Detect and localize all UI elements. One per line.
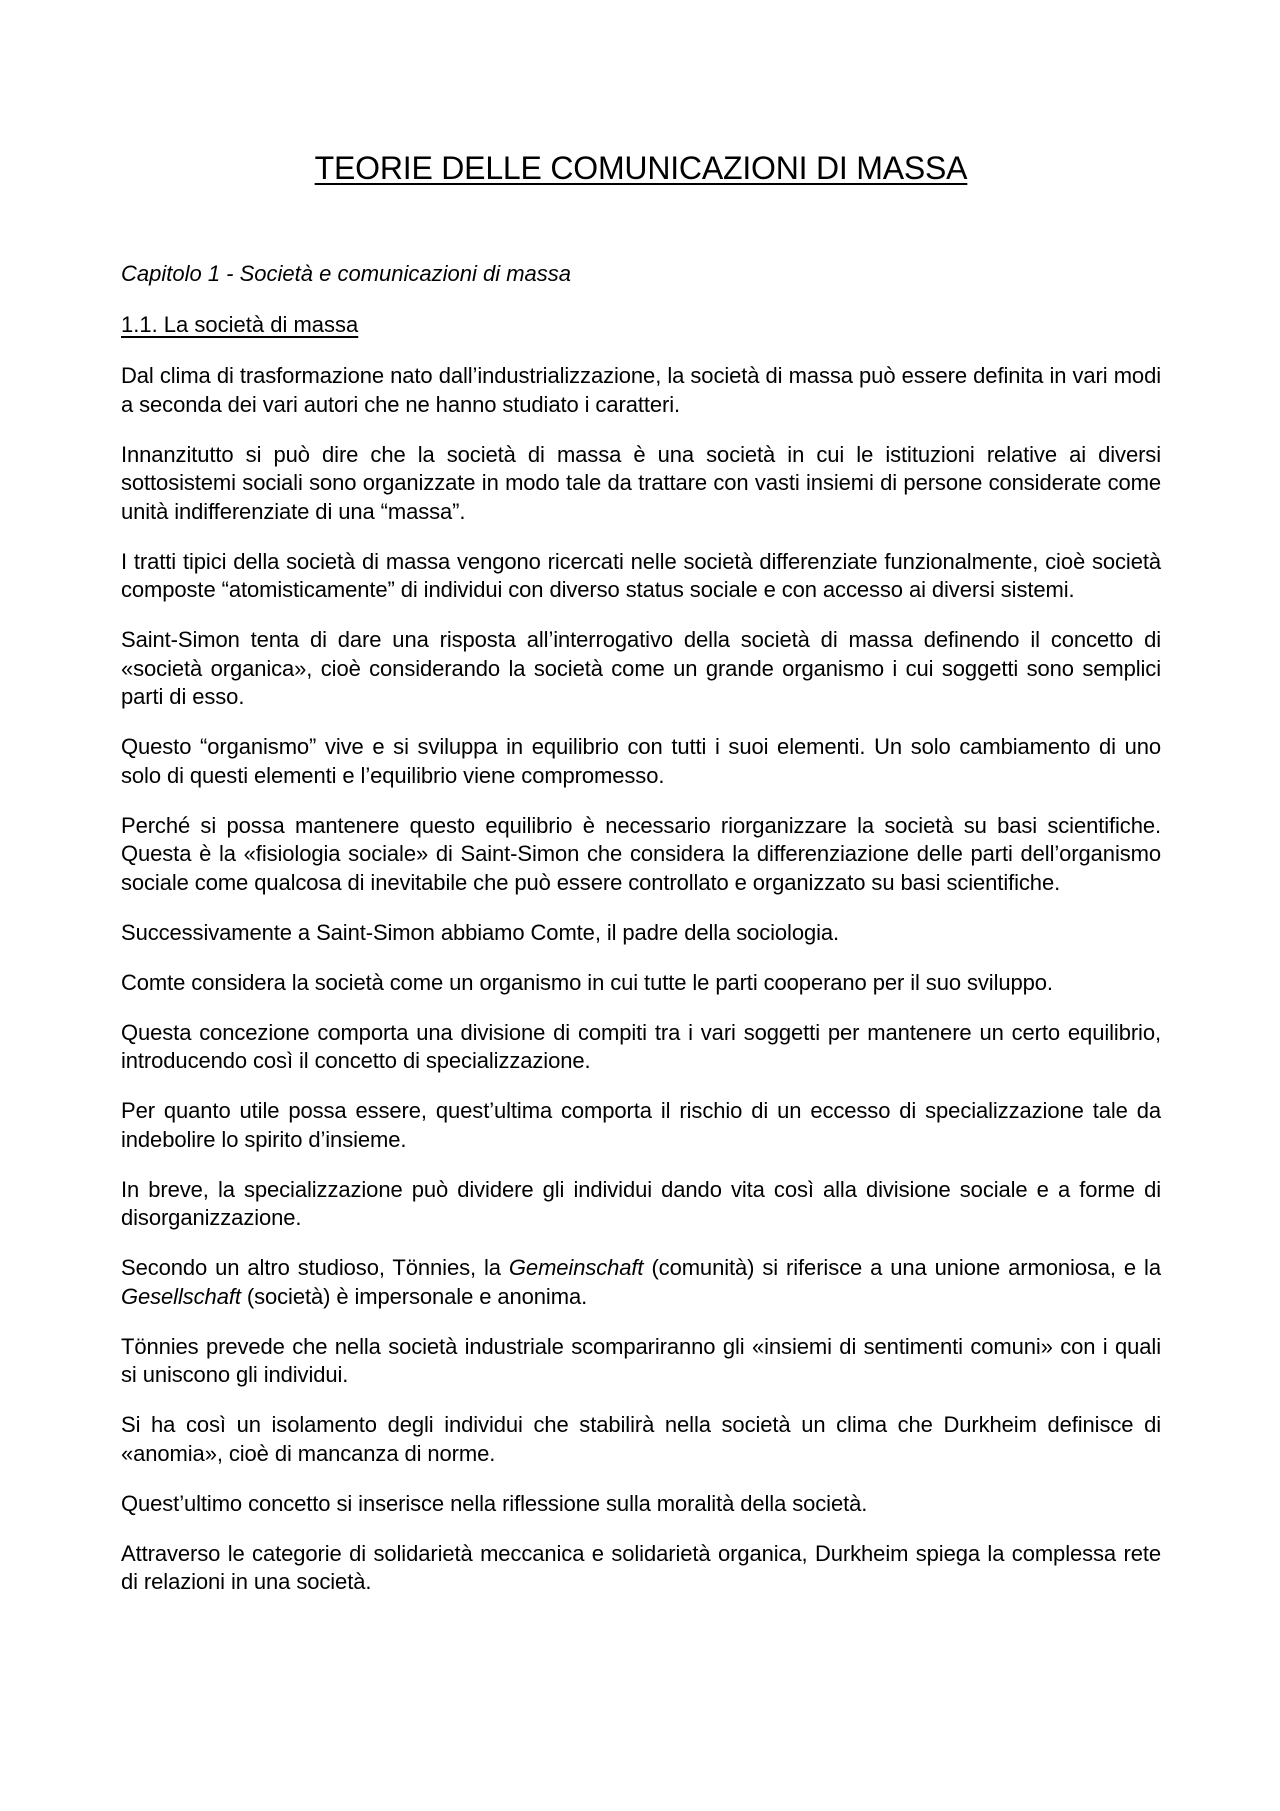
chapter-heading: Capitolo 1 - Società e comunicazioni di massa <box>121 261 572 286</box>
paragraph: Si ha così un isolamento degli individui che stabilirà nella società un clima che Durkheim definisce di «anomia», cioè di mancanza di norme. <box>121 1412 1161 1466</box>
paragraph: Perché si possa mantenere questo equilibrio è necessario riorganizzare la società su basi scientifiche. Questa è la «fisiologia sociale» di Saint-Simon che considera la differenziazione delle parti dell’organismo sociale come qualcosa di inevitabile che può essere controllato e organizzato su basi scientifiche. <box>121 812 1161 895</box>
text-run: (comunità) si riferisce a una unione armoniosa, e la <box>643 1255 1161 1280</box>
paragraph: I tratti tipici della società di massa vengono ricercati nelle società differenziate funzionalmente, cioè società composte “atomisticamente” di individui con diverso status sociale e con accesso ai diversi sistemi. <box>121 548 1161 602</box>
paragraph: In breve, la specializzazione può dividere gli individui dando vita così alla divisione sociale e a forme di disorganizzazione. <box>121 1176 1161 1230</box>
text-run: (società) è impersonale e anonima. <box>240 1283 588 1309</box>
paragraph-tonnies <box>121 1254 1161 1311</box>
term-gemeinschaft: Gemeinschaft <box>508 1255 644 1280</box>
paragraph: Innanzitutto si può dire che la società di massa è una società in cui le istituzioni relative ai diversi sottosistemi sociali sono organizzate in modo tale da trattare con vasti insiemi di persone considerate come unità indifferenziate di una “massa”. <box>121 441 1161 524</box>
document-body <box>121 362 1161 1618</box>
term-gesellschaft: Gesellschaft <box>121 1283 241 1309</box>
paragraph: Questa concezione comporta una divisione di compiti tra i vari soggetti per mantenere un certo equilibrio, introducendo così il concetto di specializzazione. <box>121 1019 1161 1073</box>
paragraph: Successivamente a Saint-Simon abbiamo Comte, il padre della sociologia. <box>121 919 840 945</box>
paragraph: Saint-Simon tenta di dare una risposta all’interrogativo della società di massa definendo il concetto di «società organica», cioè considerando la società come un grande organismo i cui soggetti sono semplici parti di esso. <box>121 627 1161 709</box>
paragraph: Quest’ultimo concetto si inserisce nella riflessione sulla moralità della società. <box>121 1490 868 1516</box>
text-run: Secondo un altro studioso, Tönnies, la <box>121 1255 509 1280</box>
paragraph: Attraverso le categorie di solidarietà meccanica e solidarietà organica, Durkheim spiega la complessa rete di relazioni in una società. <box>121 1540 1161 1594</box>
paragraph: Questo “organismo” vive e si sviluppa in equilibrio con tutti i suoi elementi. Un solo cambiamento di uno solo di questi elementi e l’equilibrio viene compromesso. <box>121 734 1161 788</box>
paragraph: Comte considera la società come un organismo in cui tutte le parti cooperano per il suo sviluppo. <box>121 969 1053 995</box>
paragraph: Per quanto utile possa essere, quest’ultima comporta il rischio di un eccesso di specializzazione tale da indebolire lo spirito d’insieme. <box>121 1098 1161 1152</box>
paragraph: Tönnies prevede che nella società industriale scompariranno gli «insiemi di sentimenti comuni» con i quali si uniscono gli individui. <box>121 1333 1161 1387</box>
document-title: TEORIE DELLE COMUNICAZIONI DI MASSA <box>314 150 968 186</box>
section-heading: 1.1. La società di massa <box>121 312 359 337</box>
paragraph: Dal clima di trasformazione nato dall’industrializzazione, la società di massa può essere definita in vari modi a seconda dei vari autori che ne hanno studiato i caratteri. <box>121 363 1161 417</box>
